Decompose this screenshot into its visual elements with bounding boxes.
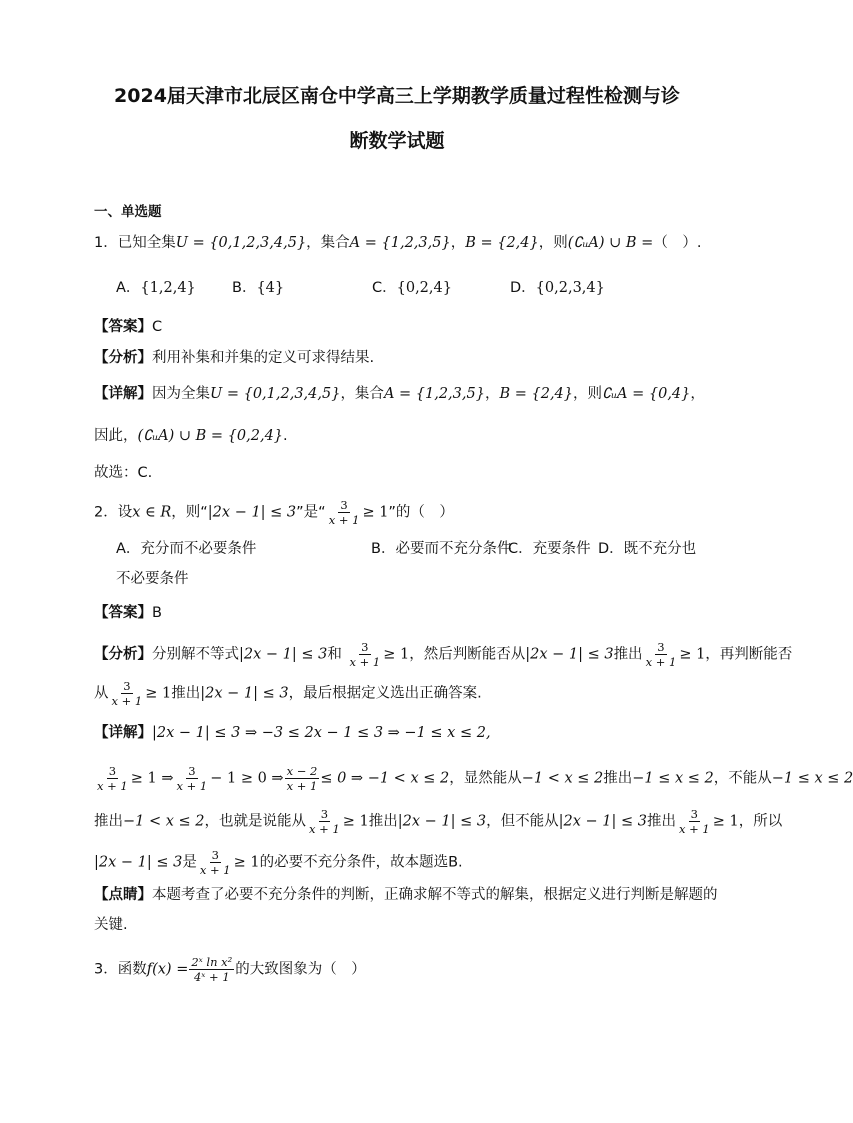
fraction: $\frac{3}{x + 1}$: [97, 764, 128, 794]
section-heading: 一、单选题: [94, 204, 162, 220]
q2-analysis: 【分析】分别解不等式|2x − 1| ≤ 3和 $\frac{3}{x + 1}$ ≥ 1，然后判断能否从|2x − 1| ≤ 3推出 $\frac{3}{x + 1}$ ≥ 1，再判断能否: [94, 640, 793, 670]
q1-answer: 【答案】C: [94, 319, 163, 335]
q2-option-b: B．必要而不充分条件: [371, 541, 512, 557]
q2-detail-line3: 推出−1 < x ≤ 2，也就是说能从 $\frac{3}{x + 1}$ ≥ 1推出|2x − 1| ≤ 3，但不能从|2x − 1| ≤ 3推出 $\frac{3}{x + 1}$ ≥ 1，所以: [94, 807, 783, 837]
q1-option-d: D．{0,2,3,4}: [510, 280, 605, 296]
fraction: $\frac{\text{2ˣ ln x²}}{\text{4ˣ + 1}}$: [191, 955, 233, 985]
q1-conclusion: 因此，(∁ᵤA) ∪ B = {0,2,4}.: [94, 428, 288, 444]
fraction: $\frac{3}{x + 1}$: [678, 807, 710, 837]
q1-choice: 故选：C.: [94, 465, 153, 481]
q2-stem: 2．设x ∈ R，则“|2x − 1| ≤ 3”是“ $\frac{3}{x + 1}$ ≥ 1”的（ ）: [94, 498, 454, 528]
q2-detail-line2: $\frac{3}{x + 1}$ ≥ 1 ⇒ $\frac{3}{x + 1}$ − 1 ≥ 0 ⇒ $\frac{x - 2}{x + 1}$ ≤ 0 ⇒ −1 < x ≤ 2，显然能从−1 < x ≤ 2推出−1 ≤ x ≤ 2，不能从−1 ≤ x ≤ 2: [97, 764, 853, 794]
q2-detail: 【详解】|2x − 1| ≤ 3 ⇒ −3 ≤ 2x − 1 ≤ 3 ⇒ −1 ≤ x ≤ 2,: [94, 725, 491, 741]
q2-option-d: D．既不充分也: [598, 541, 697, 557]
q1-option-b: B．{4}: [232, 280, 285, 296]
fraction: $\frac{3}{x + 1}$: [309, 807, 340, 837]
q2-comment-cont: 关键.: [94, 917, 128, 933]
q3-stem: 3．函数f(x) = $\frac{\text{2ˣ ln x²}}{\text{4ˣ + 1}}$ 的大致图象为（ ）: [94, 955, 366, 985]
q1-option-a: A．{1,2,4}: [116, 280, 196, 296]
q2-option-d-cont: 不必要条件: [116, 571, 189, 587]
fraction: $\frac{3}{x + 1}$: [111, 679, 143, 709]
q1-detail: 【详解】因为全集U = {0,1,2,3,4,5}，集合A = {1,2,3,5}，B = {2,4}，则∁ᵤA = {0,4}，: [94, 386, 705, 402]
q1-option-c: C．{0,2,4}: [372, 280, 452, 296]
q2-analysis-cont: 从 $\frac{3}{x + 1}$ ≥ 1推出|2x − 1| ≤ 3，最后根据定义选出正确答案.: [94, 679, 482, 709]
fraction: $\frac{3}{x + 1}$: [645, 640, 677, 670]
q1-analysis: 【分析】利用补集和并集的定义可求得结果.: [94, 350, 375, 366]
doc-title-line1: 2024届天津市北辰区南仓中学高三上学期教学质量过程性检测与诊: [114, 85, 680, 107]
fraction: $\frac{3}{x + 1}$: [328, 498, 360, 528]
fraction: $\frac{x - 2}{x + 1}$: [286, 764, 318, 794]
fraction: $\frac{3}{x + 1}$: [349, 640, 381, 670]
q2-option-a: A．充分而不必要条件: [116, 541, 257, 557]
q2-option-c: C．充要条件: [508, 541, 591, 557]
q2-answer: 【答案】B: [94, 605, 162, 621]
fraction: $\frac{3}{x + 1}$: [176, 764, 208, 794]
q2-comment: 【点睛】本题考查了必要不充分条件的判断，正确求解不等式的解集，根据定义进行判断是解题的: [94, 887, 718, 903]
doc-title-line2: 断数学试题: [349, 130, 445, 152]
fraction: $\frac{3}{x + 1}$: [199, 848, 231, 878]
q2-detail-line4: |2x − 1| ≤ 3是 $\frac{3}{x + 1}$ ≥ 1的必要不充分条件，故本题选B.: [94, 848, 463, 878]
q1-stem: 1．已知全集U = {0,1,2,3,4,5}，集合A = {1,2,3,5}，B = {2,4}，则(∁ᵤA) ∪ B =（ ）.: [94, 235, 702, 251]
